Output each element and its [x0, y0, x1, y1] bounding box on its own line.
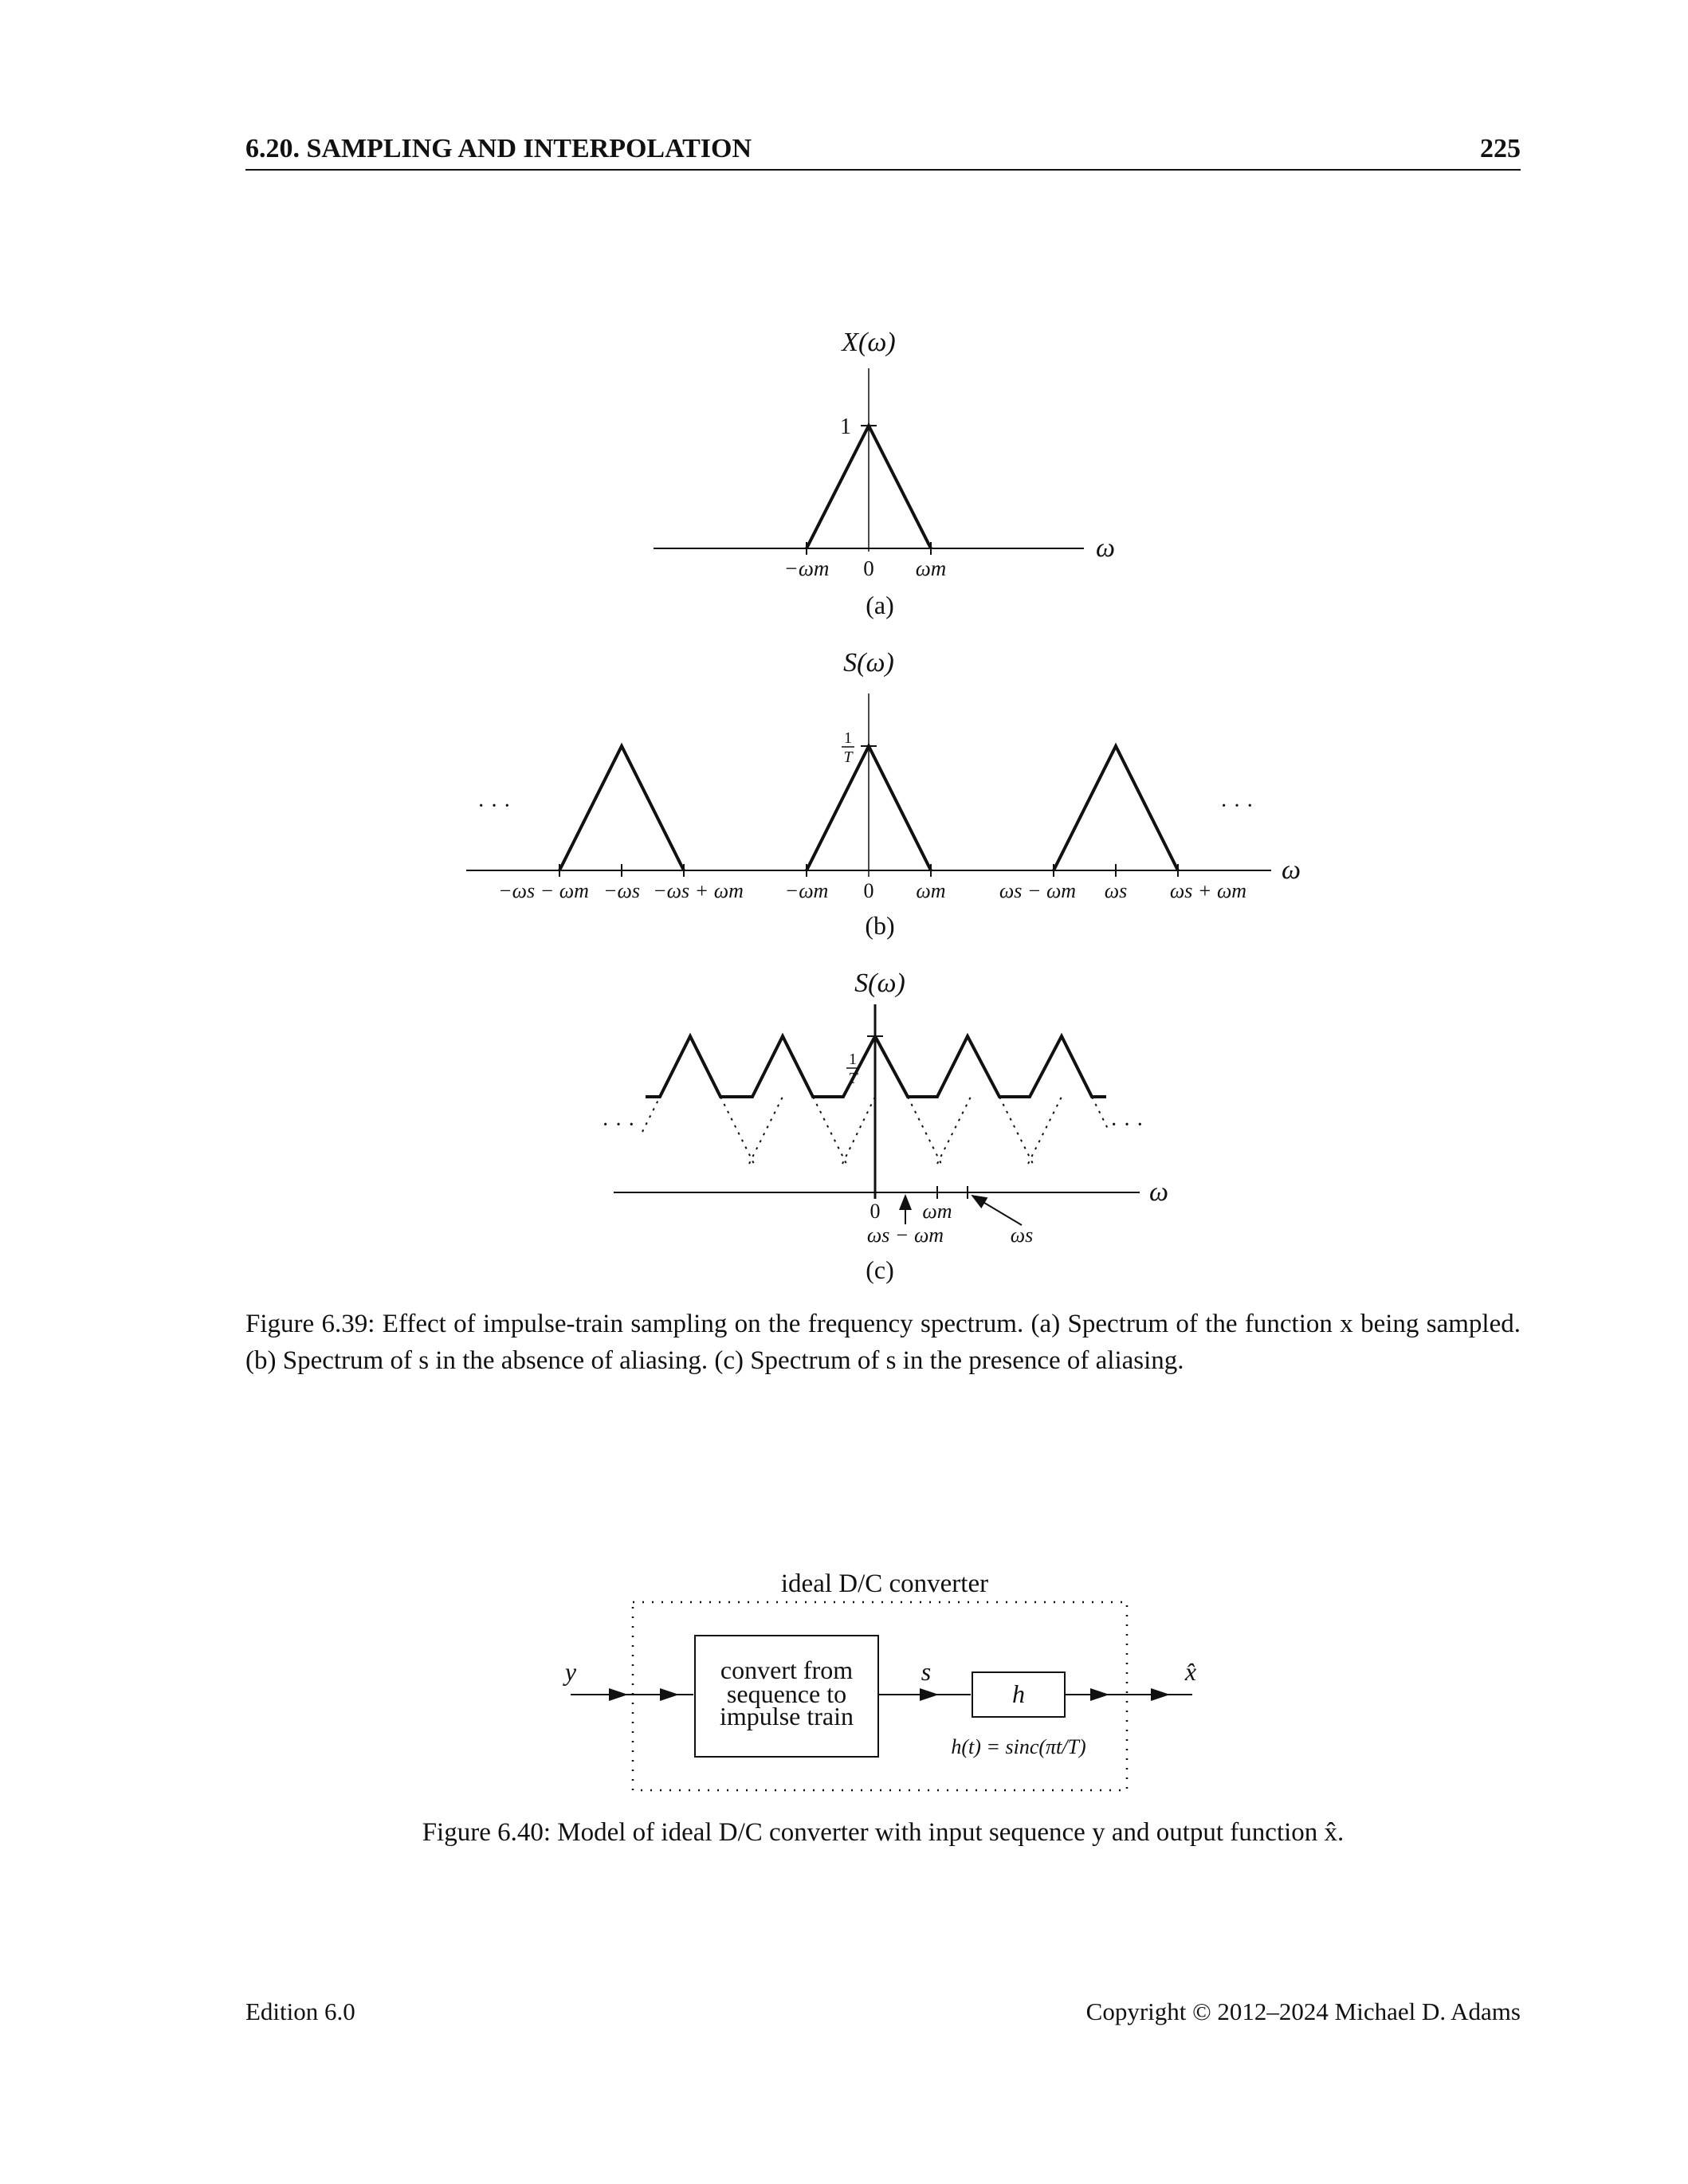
panel-c [602, 968, 1168, 1284]
ellipsis-left: · · · [602, 1113, 635, 1137]
running-header [245, 134, 1521, 171]
panel-label: (c) [866, 1255, 894, 1284]
label-ws: ωs [1010, 1224, 1034, 1247]
filter-block-label: h [1012, 1679, 1025, 1708]
panel-label: (b) [865, 911, 895, 940]
spectrum-replica-left [559, 746, 684, 870]
output-label: x̂ [1184, 1657, 1197, 1686]
convert-block-line3: impulse train [720, 1702, 854, 1730]
tick-label: −ωs + ωm [653, 879, 744, 902]
x-axis-label: ω [1096, 533, 1116, 563]
ellipsis-left: · · · [477, 794, 511, 819]
convert-block-line2: sequence to [726, 1679, 847, 1708]
input-label: y [564, 1657, 577, 1686]
figure-6-39-caption: Figure 6.39: Effect of impulse-train sampling on the frequency spectrum. (a) Spectrum of the function x being sampled. (b) Spectrum of s in the absence of aliasing. (c) Spectrum of s in the presence of aliasing. [245, 1310, 1521, 1375]
spectrum-replica-right [1054, 746, 1178, 870]
tick-label: 0 [863, 879, 874, 902]
y-axis-label: X(ω) [842, 328, 896, 357]
peak-label-fraction [842, 729, 854, 766]
svg-text:T: T [843, 748, 853, 766]
signal-s-label: s [921, 1657, 932, 1686]
y-axis-label: S(ω) [843, 648, 894, 678]
svg-text:T: T [848, 1070, 858, 1087]
x-axis-label: ω [1282, 855, 1301, 885]
page-number: 225 [1480, 134, 1521, 163]
converter-title: ideal D/C converter [780, 1569, 989, 1598]
svg-text:1: 1 [844, 729, 852, 747]
peak-label: 1 [840, 414, 851, 439]
tick-label: ωs + ωm [1169, 879, 1247, 902]
tick-label: ωs [1104, 879, 1128, 902]
label-ws-minus-wm: ωs − ωm [866, 1224, 944, 1247]
figure-6-40-caption: Figure 6.40: Model of ideal D/C converter with input sequence y and output function x̂. [422, 1818, 1345, 1847]
tick-label: −ωm [783, 556, 830, 580]
tick-label: ωm [916, 879, 946, 902]
convert-block-line1: convert from [720, 1656, 854, 1684]
figure-6-40-block-diagram [0, 1562, 1688, 1801]
filter-equation: h(t) = sinc(πt/T) [951, 1735, 1086, 1758]
x-axis-label: ω [1149, 1177, 1169, 1207]
tick-label: −ωs [603, 879, 641, 902]
tick-label: −ωm [784, 879, 829, 902]
tick-label-zero: 0 [870, 1200, 881, 1223]
panel-a [654, 328, 1115, 619]
tick-label: ωm [915, 556, 947, 580]
panel-label: (a) [866, 591, 894, 619]
footer-copyright: Copyright © 2012–2024 Michael D. Adams [1085, 1997, 1521, 2025]
section-title: 6.20. SAMPLING AND INTERPOLATION [245, 134, 752, 163]
figure-6-39 [0, 303, 1688, 1299]
tick-label: 0 [863, 556, 874, 580]
footer-edition: Edition 6.0 [245, 1997, 355, 2025]
tick-label-wm: ωm [922, 1200, 952, 1223]
y-axis-label: S(ω) [854, 968, 905, 998]
tick-label: ωs − ωm [999, 879, 1077, 902]
ellipsis-right: · · · [1220, 794, 1254, 819]
panel-b [466, 648, 1301, 940]
converter-dotted-boundary [633, 1602, 1127, 1790]
tick-label: −ωs − ωm [498, 879, 589, 902]
svg-text:1: 1 [849, 1051, 857, 1068]
ellipsis-right: · · · [1110, 1113, 1144, 1137]
arrow-ws [972, 1196, 1022, 1225]
